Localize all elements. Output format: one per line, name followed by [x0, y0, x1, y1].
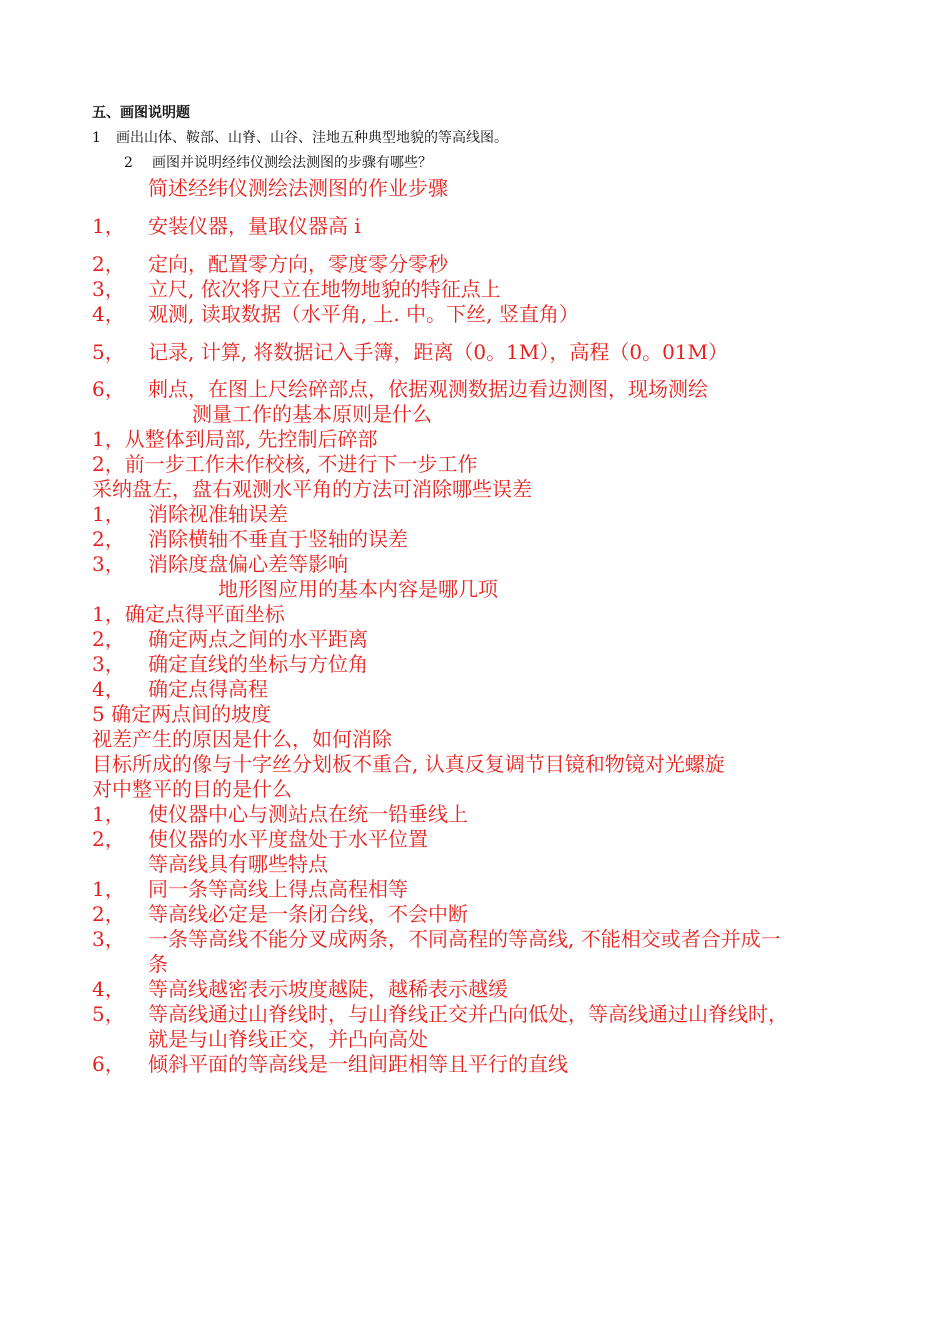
item-number: 2，	[92, 527, 125, 551]
disc-heading: 采纳盘左，盘右观测水平角的方法可消除哪些误差	[92, 477, 532, 501]
centering-heading: 对中整平的目的是什么	[92, 777, 292, 801]
item-number: 4，	[92, 302, 125, 326]
parallax-answer: 目标所成的像与十字丝分划板不重合, 认真反复调节目镜和物镜对光螺旋	[92, 752, 725, 776]
contour-item-continuation: 就是与山脊线正交，并凸向高处	[148, 1027, 428, 1051]
contour-heading: 等高线具有哪些特点	[148, 852, 328, 876]
item-text: 一条等高线不能分叉成两条，不同高程的等高线, 不能相交或者合并成一	[148, 927, 781, 951]
item-text: 观测, 读取数据（水平角, 上. 中。下丝, 竖直角）	[148, 302, 579, 326]
contour-item	[92, 923, 781, 952]
item-text: 立尺, 依次将尺立在地物地貌的特征点上	[148, 277, 501, 301]
item-number: 1，	[92, 214, 125, 238]
item-number: 3，	[92, 927, 125, 951]
item-text: 等高线通过山脊线时，与山脊线正交并凸向低处，等高线通过山脊线时，	[148, 1002, 788, 1026]
item-text: 消除视准轴误差	[148, 502, 288, 526]
item-number: 3，	[92, 652, 125, 676]
item-text: 使仪器中心与测站点在统一铅垂线上	[148, 802, 468, 826]
item-text: 倾斜平面的等高线是一组间距相等且平行的直线	[148, 1052, 568, 1076]
section-title: 五、画图说明题	[92, 105, 190, 121]
steps-heading: 简述经纬仪测绘法测图的作业步骤	[148, 176, 448, 200]
item-number: 3，	[92, 552, 125, 576]
mapuse-item: 5 确定两点间的坡度	[92, 702, 272, 726]
item-text: 等高线越密表示坡度越陡，越稀表示越缓	[148, 977, 508, 1001]
mapuse-item: 1，确定点得平面坐标	[92, 602, 285, 626]
parallax-heading: 视差产生的原因是什么，如何消除	[92, 727, 392, 751]
mapuse-heading: 地形图应用的基本内容是哪几项	[218, 577, 498, 601]
question-2-text: 画图并说明经纬仪测绘法测图的步骤有哪些？	[152, 155, 432, 171]
item-number: 1，	[92, 877, 125, 901]
step-item	[92, 336, 728, 365]
item-text: 确定点得高程	[148, 677, 268, 701]
question-2-number: 2	[124, 155, 133, 171]
item-number: 2，	[92, 827, 125, 851]
item-number: 6，	[92, 1052, 125, 1076]
step-item	[92, 210, 361, 239]
item-number: 4，	[92, 677, 125, 701]
question-1	[92, 127, 508, 147]
item-text: 消除度盘偏心差等影响	[148, 552, 348, 576]
item-number: 4，	[92, 977, 125, 1001]
principle-heading: 测量工作的基本原则是什么	[192, 402, 432, 426]
item-number: 5，	[92, 1002, 125, 1026]
item-number: 1，	[92, 502, 125, 526]
item-text: 同一条等高线上得点高程相等	[148, 877, 408, 901]
item-text: 使仪器的水平度盘处于水平位置	[148, 827, 428, 851]
item-number: 2，	[92, 627, 125, 651]
item-number: 2，	[92, 252, 125, 276]
contour-item-continuation: 条	[148, 952, 168, 976]
question-1-number: 1	[92, 130, 101, 146]
item-text: 安装仪器，量取仪器高 i	[148, 214, 361, 238]
item-text: 定向，配置零方向，零度零分零秒	[148, 252, 448, 276]
item-number: 5，	[92, 340, 125, 364]
question-1-text: 画出山体、鞍部、山脊、山谷、洼地五种典型地貌的等高线图。	[116, 130, 508, 146]
item-number: 6，	[92, 377, 125, 401]
principle-item: 2，前一步工作未作校核, 不进行下一步工作	[92, 452, 478, 476]
principle-item: 1，从整体到局部, 先控制后碎部	[92, 427, 378, 451]
item-text: 刺点，在图上尺绘碎部点，依据观测数据边看边测图，现场测绘	[148, 377, 708, 401]
question-2	[124, 152, 432, 172]
item-text: 消除横轴不垂直于竖轴的误差	[148, 527, 408, 551]
item-number: 3，	[92, 277, 125, 301]
item-text: 确定两点之间的水平距离	[148, 627, 368, 651]
item-number: 2，	[92, 902, 125, 926]
item-text: 等高线必定是一条闭合线，不会中断	[148, 902, 468, 926]
contour-item	[92, 1048, 568, 1077]
item-text: 记录, 计算, 将数据记入手簿，距离（0。1M），高程（0。01M）	[148, 340, 729, 364]
step-item	[92, 298, 579, 327]
item-number: 1，	[92, 802, 125, 826]
item-text: 确定直线的坐标与方位角	[148, 652, 368, 676]
